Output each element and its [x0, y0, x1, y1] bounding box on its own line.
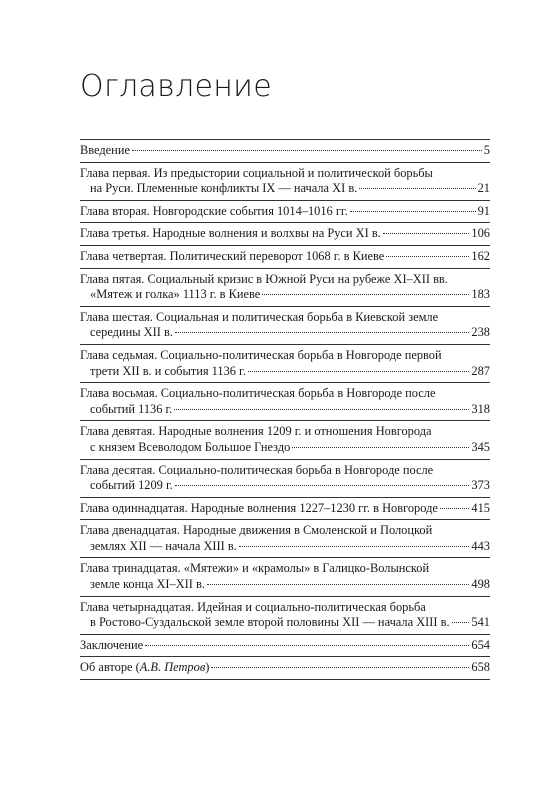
- toc-entry[interactable]: [80, 634, 490, 657]
- toc-entry-leader-line: [80, 402, 490, 418]
- toc-entry-title: событий 1136 г.: [90, 401, 173, 416]
- toc-page-number: 91: [477, 203, 490, 218]
- toc-entry-leader-line: [80, 638, 490, 654]
- toc-entry-leader-line: [80, 143, 490, 159]
- toc-page-number: 238: [471, 325, 490, 340]
- dot-leader: [207, 584, 469, 585]
- toc-entry-title-line: Глава десятая. Социально-политическая борьба в Новгороде после: [80, 462, 434, 477]
- dot-leader: [359, 188, 475, 189]
- dot-leader: [175, 332, 469, 333]
- dot-leader: [440, 508, 470, 509]
- toc-entry-leader-line: [80, 660, 490, 676]
- toc-entry[interactable]: [80, 200, 490, 223]
- toc-page-number: 654: [471, 637, 490, 652]
- dot-leader: [452, 622, 470, 623]
- toc-entry-title: середины XII в.: [90, 325, 173, 340]
- toc-entry[interactable]: [80, 245, 490, 268]
- toc-entry-title-suffix: ): [205, 660, 210, 675]
- toc-entry-title: землях XII — начала XIII в.: [90, 538, 237, 553]
- toc-page-number: 443: [471, 538, 490, 553]
- toc-entry-title: на Руси. Племенные конфликты IX — начала XI в.: [90, 181, 358, 196]
- toc-entry[interactable]: [80, 420, 490, 458]
- toc-entry-title: Глава вторая. Новгородские события 1014–1016 гг.: [80, 203, 348, 218]
- toc-entry-title-line: Глава девятая. Народные волнения 1209 г. и отношения Новгорода: [80, 424, 432, 439]
- toc-entry-leader-line: [80, 226, 490, 242]
- dot-leader: [248, 371, 470, 372]
- toc-entry-title: с князем Всеволодом Большое Гнездо: [90, 439, 291, 454]
- dot-leader: [292, 447, 469, 448]
- toc-entry-leader-line: [80, 539, 490, 555]
- toc-entry-leader-line: [80, 287, 490, 303]
- toc-entry-title-line: Глава седьмая. Социально-политическая борьба в Новгороде первой: [80, 347, 442, 362]
- toc-entry-title: в Ростово-Суздальской земле второй половины XII — начала XIII в.: [90, 615, 450, 630]
- dot-leader: [175, 485, 470, 486]
- dot-leader: [145, 645, 469, 646]
- toc-entry-title-line: Глава первая. Из предыстории социальной и политической борьбы: [80, 165, 433, 180]
- toc-entry-title-line: Глава шестая. Социальная и политическая борьба в Киевской земле: [80, 309, 439, 324]
- toc-entry-leader-line: [80, 181, 490, 197]
- toc-page-number: 541: [471, 615, 490, 630]
- toc-page-number: 415: [471, 500, 490, 515]
- toc-entry-title: Глава третья. Народные волнения и волхвы на Руси XI в.: [80, 226, 381, 241]
- toc-entry-title-line: Глава четырнадцатая. Идейная и социально-политическая борьба: [80, 599, 426, 614]
- dot-leader: [239, 546, 470, 547]
- toc-entry-author-name: А.В. Петров: [139, 660, 206, 675]
- toc-entry-title-line: Глава восьмая. Социально-политическая борьба в Новгороде после: [80, 386, 436, 401]
- toc-entry[interactable]: [80, 459, 490, 497]
- toc-entry[interactable]: [80, 140, 490, 162]
- toc-page-number: 345: [471, 439, 490, 454]
- dot-leader: [386, 256, 469, 257]
- toc-page-number: 498: [471, 577, 490, 592]
- toc-entry-title: земле конца XI–XII в.: [90, 577, 205, 592]
- toc-entry-title-line: Глава пятая. Социальный кризис в Южной Руси на рубеже XI–XII вв.: [80, 271, 448, 286]
- toc-entry-title: трети XII в. и события 1136 г.: [90, 363, 246, 378]
- toc-entry-title: Заключение: [80, 637, 144, 652]
- toc-entry-title: Глава одиннадцатая. Народные волнения 1227–1230 гг. в Новгороде: [80, 500, 438, 515]
- toc-page-number: 5: [483, 143, 490, 157]
- toc-entry-leader-line: [80, 364, 490, 380]
- toc-entry[interactable]: [80, 344, 490, 382]
- dot-leader: [350, 211, 476, 212]
- toc-entry-title: событий 1209 г.: [90, 478, 173, 493]
- toc-page-number: 287: [471, 363, 490, 378]
- page-title: Оглавление: [80, 69, 272, 104]
- toc-entry[interactable]: [80, 268, 490, 306]
- toc-entry-leader-line: [80, 204, 490, 220]
- toc-entry-title: «Мятеж и голка» 1113 г. в Киеве: [90, 287, 261, 302]
- dot-leader: [174, 409, 469, 410]
- toc-entry-leader-line: [80, 478, 490, 494]
- dot-leader: [383, 233, 470, 234]
- toc-entry[interactable]: [80, 557, 490, 595]
- toc-entry[interactable]: [80, 222, 490, 245]
- toc-entry-leader-line: [80, 615, 490, 631]
- toc-entry-leader-line: [80, 501, 490, 517]
- toc-page-number: 162: [471, 248, 490, 263]
- toc-entry[interactable]: [80, 497, 490, 520]
- toc-entry-title-line: Глава тринадцатая. «Мятежи» и «крамолы» в Галицко-Волынской: [80, 561, 430, 576]
- toc-page-number: 21: [477, 181, 490, 196]
- toc-page-number: 658: [471, 660, 490, 675]
- toc-page-number: 183: [471, 287, 490, 302]
- toc-page-number: 373: [471, 478, 490, 493]
- toc-entry-leader-line: [80, 249, 490, 265]
- toc-page-number: 318: [471, 401, 490, 416]
- dot-leader: [262, 294, 469, 295]
- dot-leader: [132, 150, 482, 151]
- toc-entry[interactable]: [80, 656, 490, 679]
- toc-entry[interactable]: [80, 382, 490, 420]
- toc-entry-leader-line: [80, 440, 490, 456]
- toc-page-number: 106: [471, 226, 490, 241]
- toc-entry-title: Введение: [80, 143, 130, 157]
- toc-entry-title: Об авторе (: [80, 660, 140, 675]
- toc-entry-title: Глава четвертая. Политический переворот 1068 г. в Киеве: [80, 248, 385, 263]
- toc-entry[interactable]: [80, 596, 490, 634]
- toc-entry[interactable]: [80, 306, 490, 344]
- table-of-contents: [80, 139, 490, 680]
- toc-entry-leader-line: [80, 325, 490, 341]
- toc-entry-title-line: Глава двенадцатая. Народные движения в Смоленской и Полоцкой: [80, 523, 433, 538]
- dot-leader: [211, 667, 469, 668]
- toc-entry-leader-line: [80, 577, 490, 593]
- toc-entry[interactable]: [80, 519, 490, 557]
- toc-entry[interactable]: [80, 162, 490, 200]
